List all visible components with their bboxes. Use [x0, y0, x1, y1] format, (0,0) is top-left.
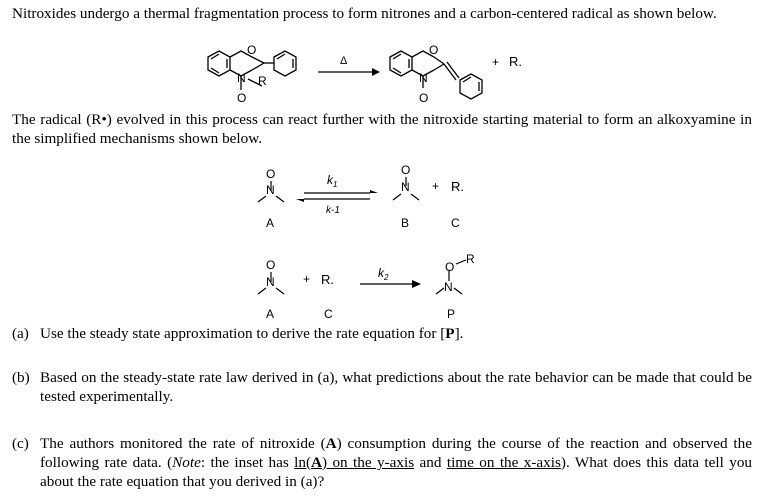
question-a-label: (a): [12, 325, 29, 342]
a2-nitrogen: N: [266, 275, 275, 289]
question-b-label: (b): [12, 369, 30, 386]
radical-label: R.: [509, 54, 522, 69]
radical-c-2: R.: [321, 272, 334, 287]
label-a: A: [266, 216, 275, 230]
k2-label: $k_2$: [378, 266, 389, 282]
heat-symbol: Δ: [340, 55, 348, 67]
mechanism-scheme: [0, 160, 762, 322]
a2-oxygen: O: [266, 258, 276, 272]
plus-sign: +: [492, 55, 500, 69]
k-minus1-label: k-1: [326, 205, 340, 216]
label-a-2: A: [266, 307, 275, 321]
label-b: B: [401, 216, 410, 230]
k1-label: $k_1$: [327, 173, 338, 189]
radical-paragraph: The radical (R•) evolved in this process can react further with the nitroxide starting material to form an alkoxyamine in the simplified mechanisms shown below.: [12, 111, 752, 147]
question-b-text: Based on the steady-state rate law derived in (a), what predictions about the rate behavior can be made that could be tested experimentally.: [40, 369, 752, 405]
oxide-oxygen-label: O: [237, 91, 247, 105]
plus-sign-2: +: [303, 272, 311, 286]
label-c-2: C: [324, 307, 333, 321]
radical-c-1: R.: [451, 179, 464, 194]
oxygen-label: O: [247, 43, 257, 57]
nitrogen-label: N: [237, 71, 246, 85]
label-c-1: C: [451, 216, 460, 230]
product-nitrogen-label: N: [419, 71, 428, 85]
plus-sign-1: +: [432, 179, 440, 193]
b-nitrogen: N: [401, 180, 410, 194]
product-oxide-label: O: [419, 91, 429, 105]
r-group-label: R: [258, 74, 267, 88]
a-nitrogen: N: [266, 183, 275, 197]
fragmentation-scheme: [0, 40, 762, 112]
question-c-label: (c): [12, 435, 29, 452]
intro-paragraph: Nitroxides undergo a thermal fragmentation process to form nitrones and a carbon-centered radical as shown below.: [12, 5, 717, 22]
product-oxygen-label: O: [429, 43, 439, 57]
question-a: [12, 324, 752, 343]
question-a-text: Use the steady state approximation to derive the rate equation for [P].: [40, 325, 464, 342]
a-oxygen: O: [266, 167, 276, 181]
p-oxygen: O: [445, 260, 455, 274]
question-c: [12, 434, 752, 491]
p-r-group: R: [466, 252, 475, 266]
label-p: P: [447, 307, 456, 321]
b-oxygen: O: [401, 163, 411, 177]
question-b: [12, 368, 752, 406]
p-nitrogen: N: [444, 280, 453, 294]
question-c-text: The authors monitored the rate of nitroxide (A) consumption during the course of the reaction and observed the following rate data. (Note: the inset has ln(A) on the y-axis and time on the x-axis). What does this data tell you about the rate equation that you derived in (a)?: [40, 435, 753, 490]
